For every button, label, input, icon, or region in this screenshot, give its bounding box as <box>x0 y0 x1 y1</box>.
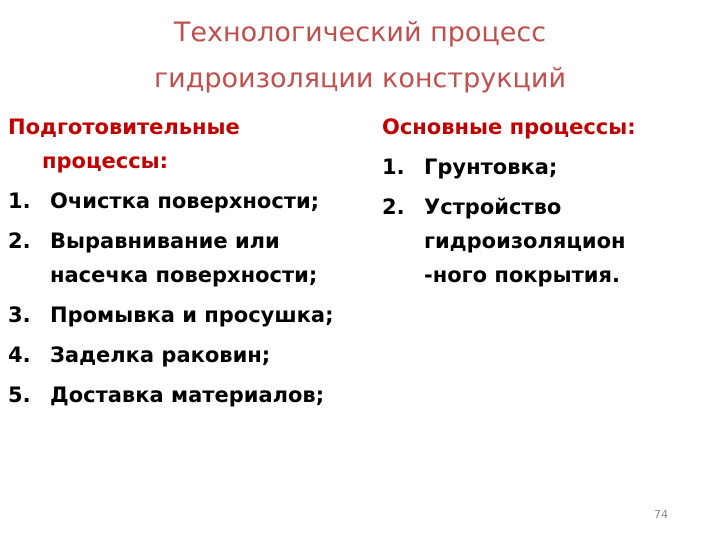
slide-title-line-1: Технологический процесс <box>173 17 547 48</box>
list-item-text: Доставка материалов; <box>50 383 325 407</box>
list-item-text: Выравнивание или насечка поверхности; <box>50 229 318 287</box>
main-processes-heading: Основные процессы: <box>382 115 636 139</box>
page-number: 74 <box>654 508 668 521</box>
list-item <box>8 224 360 292</box>
main-processes-column <box>382 110 672 298</box>
list-item-number: 2. <box>382 195 405 219</box>
list-item <box>382 190 672 292</box>
preparatory-processes-column <box>8 110 360 418</box>
list-item-text: Очистка поверхности; <box>50 189 320 213</box>
list-item <box>8 378 360 412</box>
list-item-number: 1. <box>382 155 405 179</box>
list-item-number: 3. <box>8 303 31 327</box>
list-item-number: 1. <box>8 189 31 213</box>
list-item <box>8 298 360 332</box>
list-item-text: Грунтовка; <box>424 155 558 179</box>
list-item-number: 2. <box>8 229 31 253</box>
list-item-text: Заделка раковин; <box>50 343 271 367</box>
list-item <box>382 150 672 184</box>
list-item-number: 5. <box>8 383 31 407</box>
list-item <box>8 338 360 372</box>
list-item-number: 4. <box>8 343 31 367</box>
list-item-text: Устройство гидроизоляцион -ного покрытия. <box>424 195 626 287</box>
slide-title-line-2: гидроизоляции конструкций <box>154 63 566 94</box>
list-item-text: Промывка и просушка; <box>50 303 334 327</box>
list-item <box>8 184 360 218</box>
slide-title <box>40 10 680 102</box>
preparatory-processes-heading: Подготовительные процессы: <box>8 115 240 173</box>
